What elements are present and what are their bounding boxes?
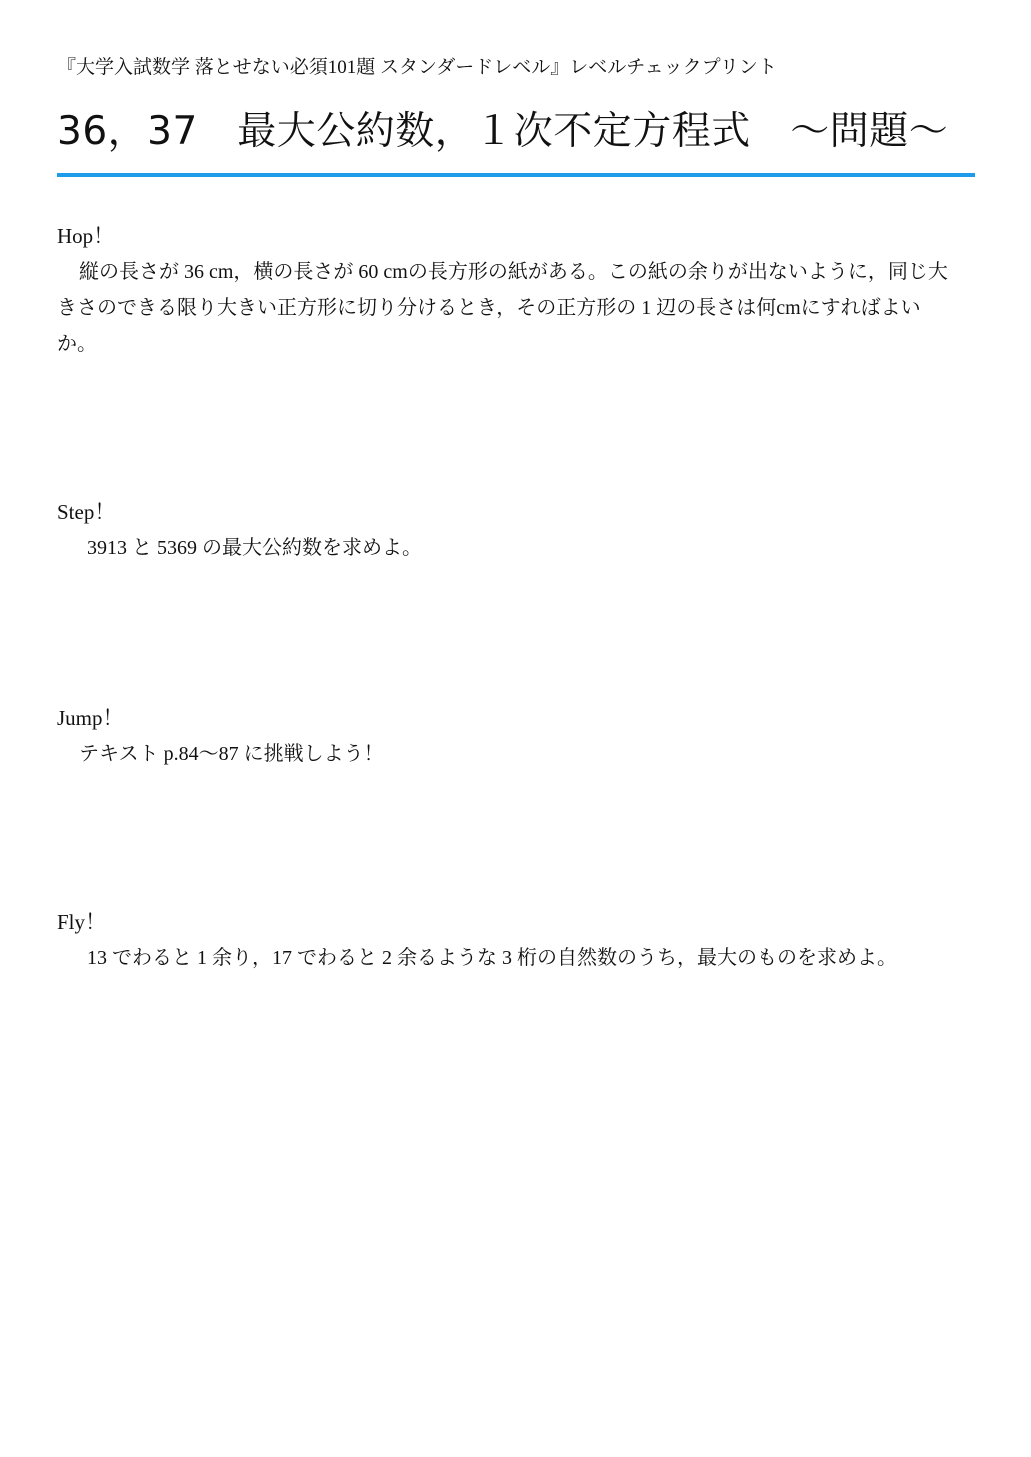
book-title: 『大学入試数学 落とせない必須101題 スタンダードレベル』レベルチェックプリント [57, 57, 777, 78]
problem-text-hop: 縦の長さが 36 cm，横の長さが 60 cmの長方形の紙がある。この紙の余りが出ないように，同じ大きさのできる限り大きい正方形に切り分けるとき，その正方形の 1 辺の長さは何cmにすればよいか。 [57, 261, 948, 355]
section-fly [57, 908, 957, 976]
section-heading-jump: Jump！ [57, 706, 124, 730]
title-underline [57, 173, 975, 177]
problem-text-step: 3913 と 5369 の最大公約数を求めよ。 [87, 537, 422, 559]
section-jump [57, 704, 957, 772]
section-hop [57, 222, 957, 362]
section-heading-fly: Fly！ [57, 910, 107, 934]
problem-text-fly: 13 でわると 1 余り，17 でわると 2 余るような 3 桁の自然数のうち，最大のものを求めよ。 [87, 947, 897, 969]
section-heading-step: Step！ [57, 500, 116, 524]
section-heading-hop: Hop！ [57, 224, 115, 248]
section-step [57, 498, 957, 566]
problem-text-jump: テキスト p.84～87 に挑戦しよう！ [79, 743, 384, 765]
page-title: 36，37 最大公約数，１次不定方程式 ～問題～ [57, 109, 949, 154]
